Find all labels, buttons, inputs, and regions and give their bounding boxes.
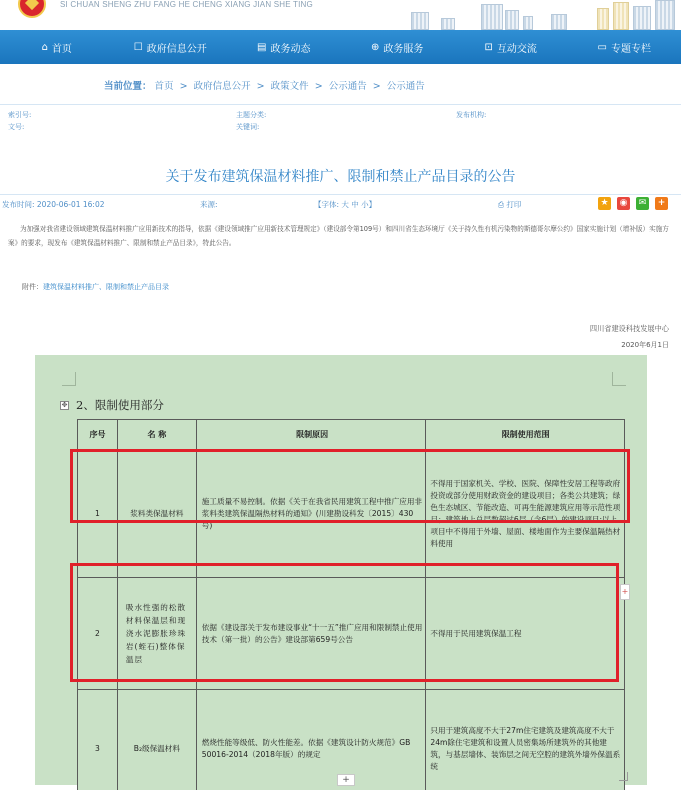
table-move-handle: ✥ <box>61 401 68 409</box>
row-reason: 燃烧性能等级低、防火性能差。依据《建筑设计防火规范》GB 50016-2014（2018年版）的规定 <box>196 690 426 790</box>
city-skyline-banner <box>401 0 681 30</box>
nav-item-home[interactable] <box>0 30 114 64</box>
row-name: 吸水性强的松散材料保温层和现浇水泥膨胀珍珠岩(蛭石)整体保温层 <box>117 578 196 690</box>
site-name-en: SI CHUAN SHENG ZHU FANG HE CHENG XIANG JIAN SHE TING <box>60 0 313 9</box>
site-header <box>0 0 681 30</box>
publish-time: 发布时间: 2020-06-01 16:02 <box>2 200 105 209</box>
nav-item-interact[interactable] <box>454 30 568 64</box>
row-reason: 施工质量不易控制。依据《关于在我省民用建筑工程中推广应用非浆料类建筑保温隔热材料的通知》(川建勘设科发〔2015〕430号) <box>196 450 426 578</box>
nav-label: 专题专栏 <box>610 43 651 55</box>
favorite-icon[interactable]: ★ <box>598 197 611 210</box>
table-header-name: 名 称 <box>117 420 196 450</box>
breadcrumb <box>104 78 425 92</box>
meta-doc-no: 文号: <box>8 123 25 131</box>
home-icon: ⌂ <box>41 41 48 53</box>
wechat-icon[interactable]: ✉ <box>636 197 649 210</box>
table-header-reason: 限制原因 <box>196 420 426 450</box>
section-title: 2、限制使用部分 <box>76 398 164 412</box>
national-emblem-logo <box>18 0 46 18</box>
page-corner-mark <box>62 372 76 386</box>
attachment-link[interactable]: 建筑保温材料推广、限制和禁止产品目录 <box>43 283 169 291</box>
meta-topic: 主题分类: <box>236 111 267 119</box>
issuing-organization: 四川省建设科技发展中心 <box>589 324 669 333</box>
breadcrumb-link-notices[interactable]: 公示通告 <box>328 81 367 92</box>
highlight-box-row-2 <box>70 563 619 682</box>
row-no: 3 <box>78 690 118 790</box>
table-resize-handle[interactable] <box>619 772 628 781</box>
row-scope: 不得用于国家机关、学校、医院、保障性安居工程等政府投资或部分使用财政资金的建设项目；各类公共建筑；绿色生态城区、节能改造、可再生能源建筑应用等示范性项目；建筑地上总层数超过6层（含6层）的建设项目;以上项目中不得用于外墙、屋面、楼地面作为主要保温隔热材料使用 <box>426 450 625 578</box>
topic-icon: ▭ <box>597 41 607 53</box>
print-button[interactable] <box>498 199 521 210</box>
nav-item-service[interactable] <box>341 30 455 64</box>
nav-item-topics[interactable] <box>568 30 681 64</box>
add-column-button[interactable]: + <box>620 584 630 600</box>
table-header-scope: 限制使用范围 <box>426 420 625 450</box>
document-icon: ☐ <box>133 41 143 53</box>
issue-date: 2020年6月1日 <box>621 341 669 349</box>
breadcrumb-link-gov-info[interactable]: 政府信息公开 <box>193 81 251 92</box>
row-reason: 依据《建设部关于发布建设事业“十一五”推广应用和限制禁止使用技术（第一批）的公告》建设部第659号公告 <box>196 578 426 690</box>
page-corner-mark <box>612 372 626 386</box>
attachment-line <box>22 282 169 292</box>
row-name: 浆料类保温材料 <box>117 450 196 578</box>
breadcrumb-separator: > <box>256 81 265 92</box>
highlight-box-row-1 <box>70 449 630 523</box>
breadcrumb-link-policy[interactable]: 政策文件 <box>270 81 309 92</box>
row-no: 1 <box>78 450 118 578</box>
add-row-button[interactable]: + <box>337 774 355 786</box>
main-nav <box>0 30 681 64</box>
print-icon: ⎙ <box>498 200 507 209</box>
source: 来源: <box>200 200 218 209</box>
news-icon: ▤ <box>257 41 267 53</box>
row-no: 2 <box>78 578 118 690</box>
attachment-label: 附件： <box>22 283 43 291</box>
row-name: B₂级保温材料 <box>117 690 196 790</box>
font-size-switcher[interactable]: 【字体: 大 中 小】 <box>314 200 377 209</box>
print-label: 打印 <box>506 200 522 209</box>
breadcrumb-label: 当前位置： <box>104 81 152 92</box>
nav-item-gov-info[interactable] <box>114 30 228 64</box>
nav-item-news[interactable] <box>227 30 341 64</box>
table-header-no: 序号 <box>78 420 118 450</box>
divider <box>0 194 681 195</box>
meta-keywords: 关键词: <box>236 123 260 131</box>
breadcrumb-link-notices-current[interactable]: 公示通告 <box>386 81 425 92</box>
page-title: 关于发布建筑保温材料推广、限制和禁止产品目录的公告 <box>165 169 516 185</box>
breadcrumb-separator: > <box>179 81 188 92</box>
row-scope: 只用于建筑高度不大于27m住宅建筑及建筑高度不大于24m除住宅建筑和设置人员密集场所建筑外的其他建筑，与基层墙体、装饰层之间无空腔的建筑外墙外保温系统 <box>426 690 625 790</box>
meta-index-no: 索引号: <box>8 111 32 119</box>
more-share-icon[interactable]: + <box>655 197 668 210</box>
weibo-icon[interactable]: ◉ <box>617 197 630 210</box>
breadcrumb-separator: > <box>372 81 381 92</box>
meta-issuer: 发布机构: <box>456 111 487 119</box>
interact-icon: ⊡ <box>484 41 493 53</box>
nav-label: 政府信息公开 <box>146 43 207 55</box>
table-header-row <box>78 420 625 450</box>
nav-label: 政务服务 <box>383 43 424 55</box>
nav-label: 互动交流 <box>496 43 537 55</box>
nav-label: 首页 <box>51 43 72 55</box>
row-scope: 不得用于民用建筑保温工程 <box>426 578 625 690</box>
divider <box>0 104 681 105</box>
nav-label: 政务动态 <box>270 43 311 55</box>
breadcrumb-separator: > <box>314 81 323 92</box>
service-icon: ⊕ <box>371 41 380 53</box>
announcement-body: 为加强对我省建设领域建筑保温材料推广应用新技术的指导，依据《建设领域推广应用新技术管理规定》（建设部令第109号）和四川省生态环境厅《关于持久性有机污染物的斯德哥尔摩公约》国家实施计划（增补版）实施方案》的要求，现发布《建筑保温材料推广、限制和禁止产品目录》，特此公告。 <box>8 225 669 247</box>
breadcrumb-link-home[interactable]: 首页 <box>154 81 174 92</box>
